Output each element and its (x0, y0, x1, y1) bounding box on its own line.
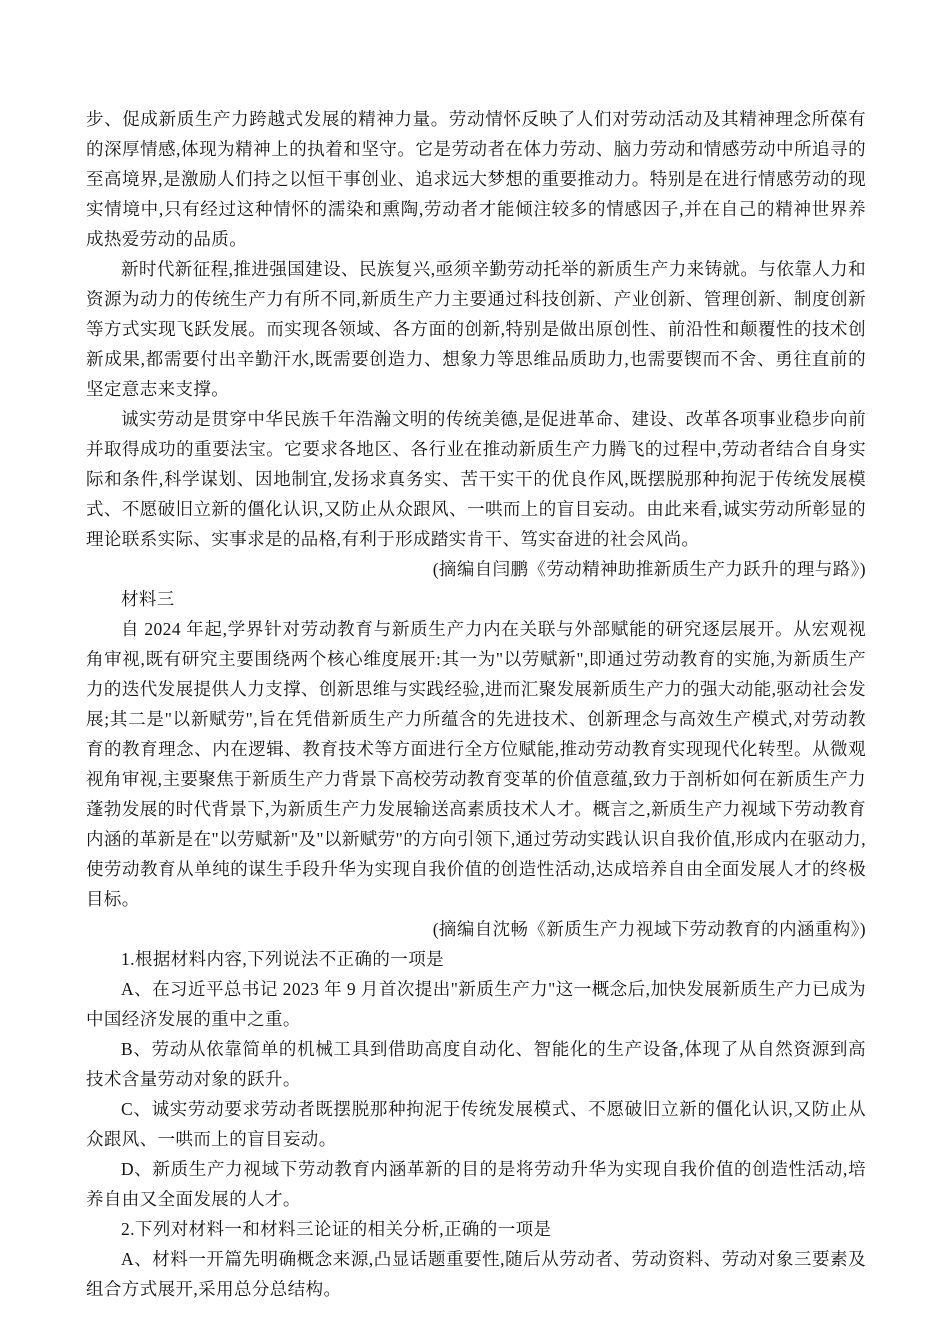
paragraph-continuation: 步、促成新质生产力跨越式发展的精神力量。劳动情怀反映了人们对劳动活动及其精神理念所葆有的深厚情感,体现为精神上的执着和坚守。它是劳动者在体力劳动、脑力劳动和情感劳动中所追寻的至高境界,是激励人们持之以恒干事创业、追求远大梦想的重要推动力。特别是在进行情感劳动的现实情境中,只有经过这种情怀的濡染和熏陶,劳动者才能倾注较多的情感因子,并在自己的精神世界养成热爱劳动的品质。 (86, 109, 866, 249)
source-attribution-material-two: (摘编自闫鹏《劳动精神助推新质生产力跃升的理与路》) (432, 559, 866, 579)
question-1-option-c: C、诚实劳动要求劳动者既摆脱那种拘泥于传统发展模式、不愿破旧立新的僵化认识,又防止从众跟风、一哄而上的盲目妄动。 (86, 1099, 866, 1149)
paragraph: 诚实劳动是贯穿中华民族千年浩瀚文明的传统美德,是促进革命、建设、改革各项事业稳步向前并取得成功的重要法宝。它要求各地区、各行业在推动新质生产力腾飞的过程中,劳动者结合自身实际和条件,科学谋划、因地制宜,发扬求真务实、苦干实干的优良作风,既摆脱那种拘泥于传统发展模式、不愿破旧立新的僵化认识,又防止从众跟风、一哄而上的盲目妄动。由此来看,诚实劳动所彰显的理论联系实际、实事求是的品格,有利于形成踏实肯干、笃实奋进的社会风尚。 (86, 409, 866, 549)
material-three-heading: 材料三 (121, 589, 175, 609)
paragraph: 新时代新征程,推进强国建设、民族复兴,亟须辛勤劳动托举的新质生产力来铸就。与依靠人力和资源为动力的传统生产力有所不同,新质生产力主要通过科技创新、产业创新、管理创新、制度创新等方式实现飞跃发展。而实现各领域、各方面的创新,特别是做出原创性、前沿性和颠覆性的技术创新成果,都需要付出辛勤汗水,既需要创造力、想象力等思维品质助力,也需要锲而不舍、勇往直前的坚定意志来支撑。 (86, 259, 866, 399)
question-2-option-a: A、材料一开篇先明确概念来源,凸显话题重要性,随后从劳动者、劳动资料、劳动对象三要素及组合方式展开,采用总分总结构。 (86, 1249, 866, 1299)
paragraph: 自 2024 年起,学界针对劳动教育与新质生产力内在关联与外部赋能的研究逐层展开。从宏观视角审视,既有研究主要围绕两个核心维度展开:其一为"以劳赋新",即通过劳动教育的实施,为新质生产力的迭代发展提供人力支撑、创新思维与实践经验,进而汇聚发展新质生产力的强大动能,驱动社会发展;其二是"以新赋劳",旨在凭借新质生产力所蕴含的先进技术、创新理念与高效生产模式,对劳动教育的教育理念、内在逻辑、教育技术等方面进行全方位赋能,推动劳动教育实现现代化转型。从微观视角审视,主要聚焦于新质生产力背景下高校劳动教育变革的价值意蕴,致力于剖析如何在新质生产力蓬勃发展的时代背景下,为新质生产力发展输送高素质技术人才。概言之,新质生产力视域下劳动教育内涵的革新是在"以劳赋新"及"以新赋劳"的方向引领下,通过劳动实践认识自我价值,形成内在驱动力,使劳动教育从单纯的谋生手段升华为实现自我价值的创造性活动,达成培养自由全面发展人才的终极目标。 (86, 619, 866, 909)
question-1-option-b: B、劳动从依靠简单的机械工具到借助高度自动化、智能化的生产设备,体现了从自然资源到高技术含量劳动对象的跃升。 (86, 1039, 866, 1089)
question-1-stem: 1.根据材料内容,下列说法不正确的一项是 (121, 949, 444, 969)
question-1-option-d: D、新质生产力视域下劳动教育内涵革新的目的是将劳动升华为实现自我价值的创造性活动,培养自由又全面发展的人才。 (86, 1159, 866, 1209)
question-1-option-a: A、在习近平总书记 2023 年 9 月首次提出"新质生产力"这一概念后,加快发展新质生产力已成为中国经济发展的重中之重。 (86, 979, 866, 1029)
source-attribution-material-three: (摘编自沈畅《新质生产力视域下劳动教育的内涵重构》) (432, 919, 866, 939)
question-2-stem: 2.下列对材料一和材料三论证的相关分析,正确的一项是 (121, 1219, 552, 1239)
